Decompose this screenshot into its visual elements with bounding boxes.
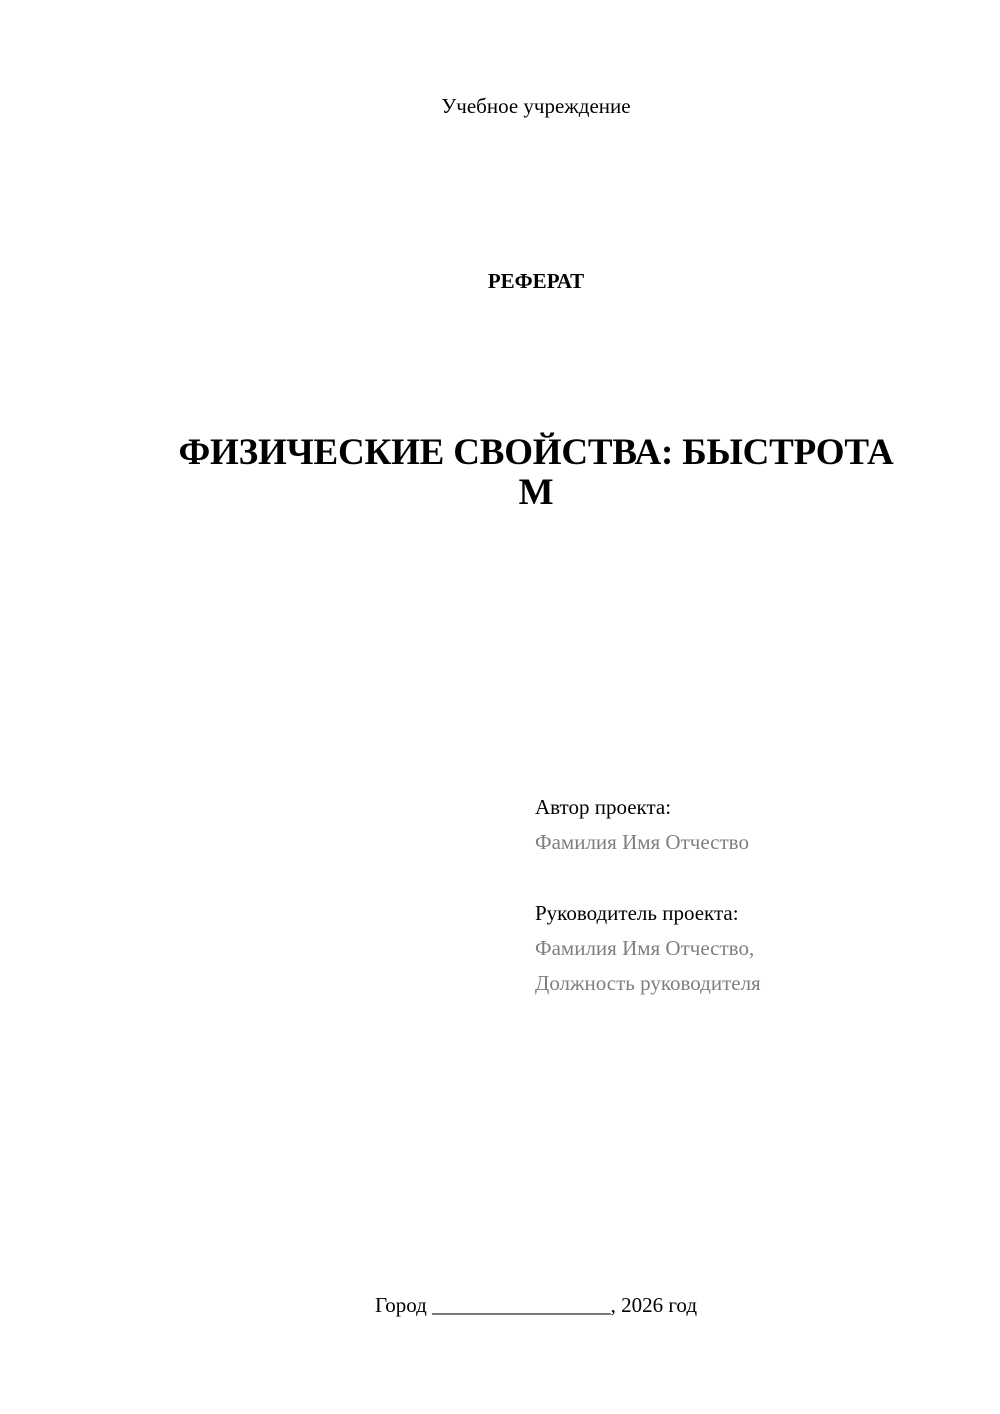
city-label: Город (374, 1293, 427, 1317)
footer-city-year (0, 1292, 1000, 1318)
supervisor-label: Руководитель проекта: (535, 901, 739, 925)
credits-spacer (535, 860, 975, 896)
supervisor-name: Фамилия Имя Отчество, (535, 936, 755, 960)
author-name: Фамилия Имя Отчество (535, 830, 749, 854)
credits-block (535, 790, 975, 1001)
document-topic: ФИЗИЧЕСКИЕ СВОЙСТВА: БЫСТРОТА М (178, 432, 894, 513)
author-label: Автор проекта: (535, 795, 672, 819)
city-blank: _________________ (432, 1293, 611, 1317)
institution-name: Учебное учреждение (441, 94, 631, 118)
supervisor-position: Должность руководителя (535, 971, 761, 995)
year-text: , 2026 год (610, 1293, 698, 1317)
document-type: РЕФЕРАТ (487, 269, 585, 293)
